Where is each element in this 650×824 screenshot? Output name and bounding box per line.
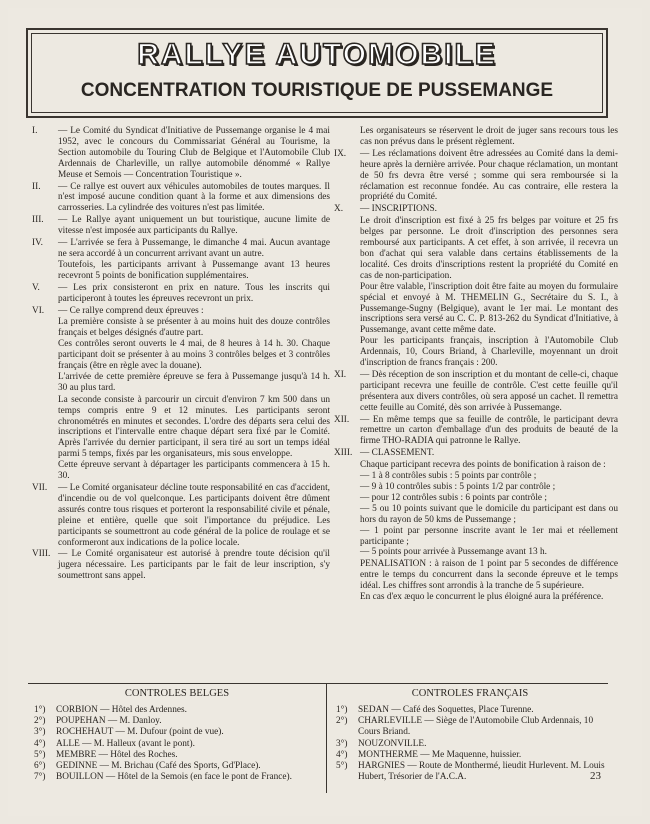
- controls-francais-title: CONTROLES FRANÇAIS: [411, 688, 529, 699]
- article: [334, 460, 618, 558]
- article-text: — 5 ou 10 points suivant que le domicile du participant est dans ou hors du rayon de 50 kms de Pussemange ;: [360, 503, 618, 525]
- control-number: 1°): [34, 705, 46, 715]
- controls-vertical-divider: [326, 683, 327, 793]
- article: [32, 395, 330, 482]
- article-text: — Ce rallye est ouvert aux véhicules automobiles de toutes marques. Il n'est imposé aucune condition quant à la forme et aux dimensions des carrosseries. La cylindrée des voitures n'est pas limitée.: [58, 181, 330, 214]
- article-number: IV.: [32, 238, 43, 249]
- controls-divider: [28, 683, 608, 684]
- article-text: Les organisateurs se réservent le droit de juger sans recours tous les cas non prévus dans le présent règlement.: [360, 126, 618, 147]
- article: [334, 370, 618, 414]
- control-text: CHARLEVILLE — Siège de l'Automobile Club Ardennais, 10 Cours Briand.: [358, 716, 594, 738]
- article: [32, 549, 330, 582]
- article-text: Le droit d'inscription est fixé à 25 frs belges par voiture et 25 frs belges par personne. Le droit d'inscription des personnes sera remboursé aux participants. A cet effet, à son arrivée, il recevra un bon d'achat qui sera valable dans certains établissements de la localité. Ces droits d'inscriptions restent la propriété du Comité en cas de non-participation.: [360, 216, 618, 281]
- control-number: 4°): [336, 749, 348, 760]
- control-text: BOUILLON — Hôtel de la Semois (en face le pont de France).: [56, 772, 292, 783]
- article-number: VII.: [32, 483, 48, 493]
- control-item: [34, 772, 322, 783]
- control-number: 5°): [34, 749, 46, 760]
- control-item: [336, 750, 608, 761]
- article-text: Chaque participant recevra des points de bonification à raison de :: [360, 460, 606, 471]
- control-item: [34, 739, 322, 750]
- control-text: POUPEHAN — M. Danloy.: [56, 716, 162, 727]
- control-text: ALLE — M. Halleux (avant le pont).: [56, 738, 195, 749]
- article-text: — 1 à 8 contrôles subis : 5 points par contrôle ;: [360, 471, 537, 482]
- main-title: RALLYE AUTOMOBILE: [137, 38, 497, 71]
- article-text: — Le Comité organisateur décline toute responsabilité en cas d'accident, d'incendie ou de vol quelconque. Les participants doivent être dûment assurés contre tous risques et porteront la responsabilité civile et pénale, pleine et entière, quelle que soit l'importance du préjudice. Les participants se soumettront au code général de la police de roulage et se conformeront aux indications de la police locale.: [58, 483, 330, 548]
- control-item: [34, 761, 322, 772]
- article-number: VI.: [32, 305, 45, 316]
- control-number: 3°): [34, 727, 46, 738]
- control-item: [34, 727, 322, 738]
- control-text: ROCHEHAUT — M. Dufour (point de vue).: [56, 727, 224, 738]
- control-number: 4°): [34, 738, 46, 749]
- article-text: Pour les participants français, inscription à l'Automobile Club Ardennais, 10, Cours Briand, à Charleville, moyennant un droit d'inscription de francs français : 200.: [360, 336, 618, 369]
- article: [334, 216, 618, 369]
- article-text: Cette épreuve servant à départager les participants commencera à 15 h. 30.: [58, 460, 330, 482]
- control-text: CORBION — Hôtel des Ardennes.: [56, 705, 187, 715]
- article-text: Pour être valable, l'inscription doit être faite au moyen du formulaire spécial et envoyé à M. THEMELIN G., Secrétaire du S. I., à Pussemange-Sugny (Belgique), avant le 1er mai. Le montant des inscriptions sera versé au C. C. P. 813-262 du Syndicat d'Initiative, à Pussemange, avant cette même date.: [360, 281, 618, 336]
- article: [32, 306, 330, 317]
- article-number: III.: [32, 215, 44, 226]
- article-text: — 5 points pour arrivée à Pussemange avant 13 h.: [360, 547, 547, 558]
- control-number: 3°): [336, 738, 348, 749]
- article-number: X.: [334, 204, 344, 215]
- article: [32, 317, 330, 393]
- control-text: MONTHERME — Me Maquenne, huissier.: [358, 749, 522, 760]
- control-number: 6°): [34, 761, 46, 772]
- article-text: — INSCRIPTIONS.: [360, 204, 437, 215]
- article-number: VIII.: [32, 549, 51, 560]
- article: [32, 238, 330, 282]
- article-text: — Le Comité organisateur est autorisé à prendre toute décision qu'il jugera nécessaire. Les participants par le fait de leur inscription, s'y soumettront sans appel.: [58, 549, 330, 582]
- article-number: I.: [32, 126, 38, 136]
- article: [32, 182, 330, 215]
- article-number: XIII.: [334, 448, 353, 459]
- control-text: GEDINNE — M. Brichau (Café des Sports, Gd'Place).: [56, 761, 261, 772]
- control-item: [34, 705, 322, 716]
- subtitle: CONCENTRATION TOURISTIQUE DE PUSSEMANGE: [80, 80, 554, 101]
- controls-belges-title: CONTROLES BELGES: [124, 688, 230, 699]
- article: [32, 126, 330, 181]
- control-text: MEMBRE — Hôtel des Roches.: [56, 749, 178, 760]
- control-item: [34, 716, 322, 727]
- article: [334, 448, 618, 459]
- control-item: [336, 739, 608, 750]
- title-box: [26, 28, 608, 118]
- control-item: [336, 705, 608, 716]
- article: [334, 204, 618, 215]
- control-text: NOUZONVILLE.: [358, 738, 427, 749]
- article: [32, 215, 330, 237]
- control-text: HARGNIES — Route de Monthermé, lieudit Hurlevent. M. Louis Hubert, Trésorier de l'A.C.A.: [358, 761, 605, 783]
- article-text: — L'arrivée se fera à Pussemange, le dimanche 4 mai. Aucun avantage ne sera accordé à un concurrent arrivant avant un autre.: [58, 238, 330, 259]
- article-text: — Les réclamations doivent être adressées au Comité dans la demi-heure après la dernière arrivée. Pour chaque réclamation, un montant de 50 frs devra être versé ; somme qui sera remboursée si la réclamation est reconnue fondée. Au cas contraire, elle restera la propriété du Comité.: [360, 148, 618, 203]
- article-number: XII.: [334, 414, 350, 425]
- article-text: La première consiste à se présenter à au moins huit des douze contrôles français et belges désignés d'autre part.: [58, 317, 330, 339]
- article: [334, 149, 618, 204]
- article-text: En cas d'ex æquo le concurrent le plus éloigné aura la préférence.: [360, 592, 604, 603]
- article-text: L'arrivée de cette première épreuve se fera à Pussemange jusqu'à 14 h. 30 au plus tard.: [58, 371, 330, 393]
- article-text: Toutefois, les participants arrivant à Pussemange avant 13 heures recevront 5 points de bonification supplémentaires.: [58, 259, 330, 281]
- article-number: V.: [32, 282, 40, 293]
- controls-francais-list: [336, 705, 608, 783]
- control-item: [336, 716, 608, 738]
- article: [334, 126, 618, 148]
- article-text: — Le Rallye ayant uniquement un but touristique, aucune limite de vitesse n'est imposée aux participants du Rallye.: [58, 215, 330, 237]
- control-text: SEDAN — Café des Soquettes, Place Turenne.: [358, 705, 534, 715]
- left-text-column: [32, 126, 330, 583]
- article-text: — 1 point par personne inscrite avant le 1er mai et réellement participante ;: [360, 525, 618, 547]
- article-text: La seconde consiste à parcourir un circuit d'environ 7 km 500 dans un temps compris entre 9 et 12 minutes. Les participants seront chronométrés en minutes et secondes. L'ordre des départs sera celui des inscriptions et l'intervalle entre chaque départ sera fixé par le Comité. Après l'arrivée du dernier participant, il sera tiré au sort un temps idéal parmi 5 temps, fixés par les organisateurs, mis sous enveloppe.: [58, 394, 330, 460]
- article-number: II.: [32, 181, 41, 192]
- article-text: Ces contrôles seront ouverts le 4 mai, de 8 heures à 14 h. 30. Chaque participant doit se présenter à au moins 3 contrôles belges et 3 contrôles français (être en règle avec la douane).: [58, 339, 330, 372]
- article-text: — Ce rallye comprend deux épreuves :: [58, 305, 204, 316]
- control-number: 2°): [34, 716, 46, 727]
- article: [32, 483, 330, 548]
- control-number: 2°): [336, 716, 348, 727]
- control-number: 5°): [336, 761, 348, 772]
- article-text: — En même temps que sa feuille de contrôle, le participant devra remettre un carton d'emballage d'un des produits de beauté de la firme THO-RADIA qui patronne le Rallye.: [360, 414, 618, 447]
- control-number: 1°): [336, 705, 348, 715]
- controls-belges-list: [34, 705, 322, 783]
- control-item: [336, 761, 608, 783]
- control-item: [34, 750, 322, 761]
- article-text: — Le Comité du Syndicat d'Initiative de Pussemange organise le 4 mai 1952, avec le concours du Commissariat Général au Tourisme, la Section automobile du Touring Club de Belgique et l'Automobile Club Ardennais de Charleville, un rallye automobile dénommé « Rallye Meuse et Semois — Concentration Touristique ».: [58, 126, 330, 180]
- article: [334, 415, 618, 448]
- article-text: — pour 12 contrôles subis : 6 points par contrôle ;: [360, 492, 547, 503]
- page-number: 23: [590, 770, 601, 782]
- article-number: IX.: [334, 148, 347, 159]
- article-text: — Dès réception de son inscription et du montant de celle-ci, chaque participant recevra une feuille de contrôle. C'est cette feuille qu'il présentera aux divers contrôles, où sera apposé un cachet. Il remettra cette feuille au Comité, dès son arrivée à Pussemange.: [360, 369, 618, 413]
- right-text-column: [334, 126, 618, 604]
- article: [334, 559, 618, 603]
- article-text: — Les prix consisteront en prix en nature. Tous les inscrits qui participeront à toutes les épreuves recevront un prix.: [58, 282, 330, 304]
- article-text: PENALISATION : à raison de 1 point par 5 secondes de différence entre le temps du concurrent dans la seconde épreuve et le temps idéal. Les chiffres sont arrondis à la tranche de 5 supérieure.: [360, 559, 618, 592]
- article-text: — CLASSEMENT.: [360, 448, 435, 459]
- article: [32, 283, 330, 305]
- control-number: 7°): [34, 772, 46, 783]
- article-text: — 9 à 10 contrôles subis : 5 points 1/2 par contrôle ;: [360, 482, 556, 492]
- article-number: XI.: [334, 369, 347, 380]
